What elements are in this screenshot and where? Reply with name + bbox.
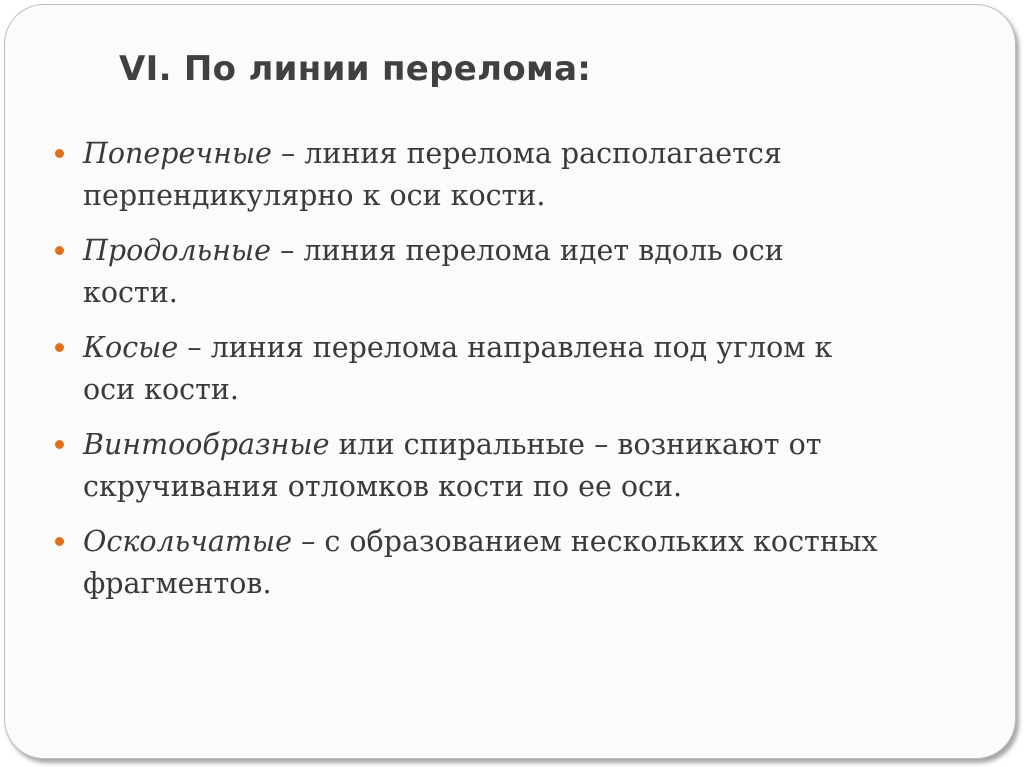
bullet-list <box>51 133 991 618</box>
term: Продольные <box>83 234 271 267</box>
description-line: оси кости. <box>83 373 239 406</box>
description-line: или спиральные – возникают от <box>338 428 822 461</box>
description-line: – линия перелома идет вдоль оси <box>280 234 784 267</box>
bullet-icon <box>55 440 64 449</box>
list-item <box>51 424 991 508</box>
term: Косые <box>83 331 179 364</box>
bullet-icon <box>55 246 64 255</box>
list-item <box>51 521 991 605</box>
description-line: – линия перелома располагается <box>281 137 782 170</box>
description-line: – линия перелома направлена под углом к <box>187 331 833 364</box>
description-line: перпендикулярно к оси кости. <box>83 179 546 212</box>
term: Поперечные <box>83 137 272 170</box>
list-item <box>51 230 991 314</box>
description-line: – с образованием нескольких костных <box>301 525 878 558</box>
bullet-icon <box>55 537 64 546</box>
description-line: скручивания отломков кости по ее оси. <box>83 470 683 503</box>
bullet-icon <box>55 343 64 352</box>
slide-title: VI. По линии перелома: <box>119 49 592 89</box>
term: Винтообразные <box>83 428 330 461</box>
term: Оскольчатые <box>83 525 292 558</box>
bullet-icon <box>55 149 64 158</box>
list-item <box>51 327 991 411</box>
list-item <box>51 133 991 217</box>
description-line: фрагментов. <box>83 567 272 600</box>
slide <box>4 4 1016 759</box>
description-line: кости. <box>83 276 178 309</box>
